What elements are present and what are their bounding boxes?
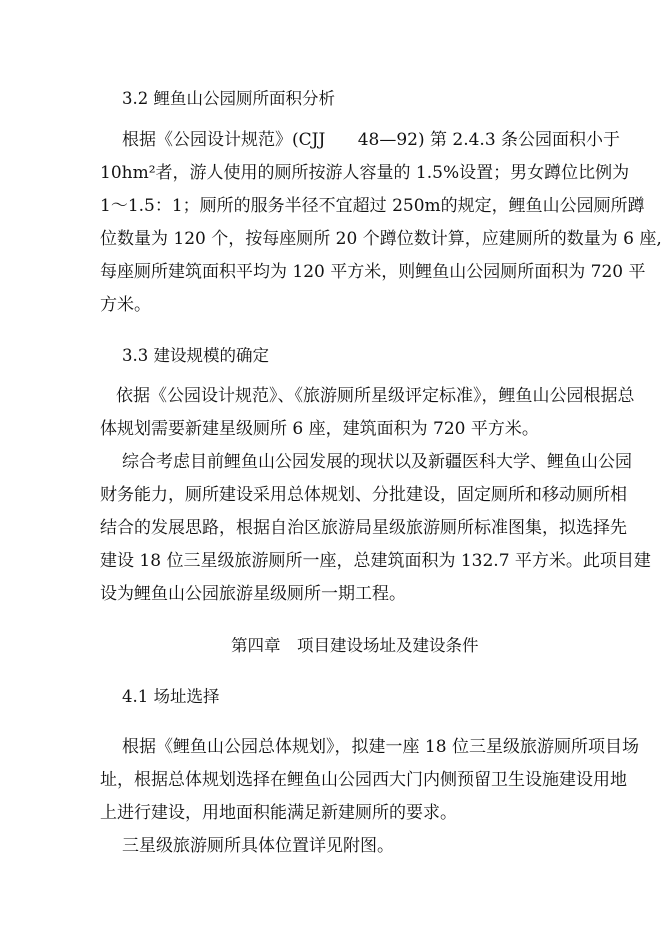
section-4-1-p1-line-3: 上进行建设，用地面积能满足新建厕所的要求。 — [100, 803, 457, 823]
section-3-2-line-4: 位数量为 120 个，按每座厕所 20 个蹲位数计算，应建厕所的数量为 6 座, — [100, 229, 662, 249]
section-3-2-line-5: 每座厕所建筑面积平均为 120 平方米，则鲤鱼山公园厕所面积为 720 平 — [100, 262, 646, 282]
section-3-3-heading: 3.3 建设规模的确定 — [122, 346, 269, 365]
section-3-2-heading: 3.2 鲤鱼山公园厕所面积分析 — [122, 89, 335, 108]
section-3-3-p2-line-3: 结合的发展思路，根据自治区旅游局星级旅游厕所标准图集，拟选择先 — [100, 518, 627, 538]
chapter-4-title: 第四章 项目建设场址及建设条件 — [231, 636, 479, 655]
section-4-1-heading: 4.1 场址选择 — [122, 687, 220, 706]
section-3-3-p2-line-4: 建设 18 位三星级旅游厕所一座，总建筑面积为 132.7 平方米。此项目建 — [100, 551, 651, 571]
section-3-2-line-1: 根据《公园设计规范》(CJJ 48—92) 第 2.4.3 条公园面积小于 — [122, 130, 621, 150]
section-3-3-p2-line-5: 设为鲤鱼山公园旅游星级厕所一期工程。 — [100, 584, 406, 604]
section-4-1-p1-line-2: 址，根据总体规划选择在鲤鱼山公园西大门内侧预留卫生设施建设用地 — [100, 770, 627, 790]
section-3-3-p2-line-1: 综合考虑目前鲤鱼山公园发展的现状以及新疆医科大学、鲤鱼山公园 — [122, 452, 632, 472]
section-3-2-line-2: 10hm²者，游人使用的厕所按游人容量的 1.5%设置；男女蹲位比例为 — [100, 163, 630, 183]
section-3-3-p1-line-2: 体规划需要新建星级厕所 6 座，建筑面积为 720 平方米。 — [100, 419, 539, 439]
section-3-3-p1-line-1: 依据《公园设计规范》、《旅游厕所星级评定标准》，鲤鱼山公园根据总 — [116, 386, 635, 406]
section-4-1-p2-line-1: 三星级旅游厕所具体位置详见附图。 — [122, 836, 394, 856]
section-3-2-line-6: 方米。 — [100, 295, 151, 315]
section-3-3-p2-line-2: 财务能力，厕所建设采用总体规划、分批建设，固定厕所和移动厕所相 — [100, 485, 627, 505]
section-3-2-line-3: 1～1.5：1；厕所的服务半径不宜超过 250m的规定，鲤鱼山公园厕所蹲 — [100, 196, 645, 216]
section-4-1-p1-line-1: 根据《鲤鱼山公园总体规划》，拟建一座 18 位三星级旅游厕所项目场 — [122, 737, 639, 757]
